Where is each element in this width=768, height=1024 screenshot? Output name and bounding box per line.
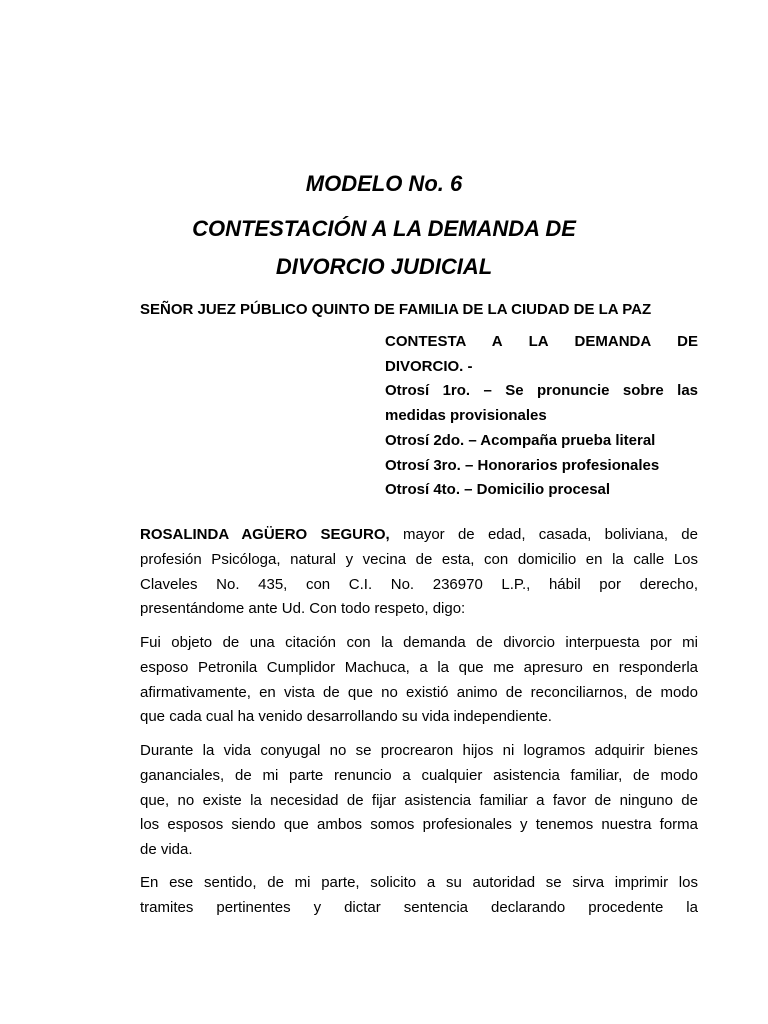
paragraph-line: profesión Psicóloga, natural y vecina de esta, con domicilio en la calle Los <box>140 550 698 568</box>
document-title-line-2: DIVORCIO JUDICIAL <box>275 254 493 279</box>
sumilla-line: Otrosí 1ro. – Se pronuncie sobre las <box>385 382 698 400</box>
paragraph-line: de vida. <box>140 841 193 859</box>
paragraph-line: Fui objeto de una citación con la demanda de divorcio interpuesta por mi <box>140 634 698 651</box>
addressee-line: SEÑOR JUEZ PÚBLICO QUINTO DE FAMILIA DE LA CIUDAD DE LA PAZ <box>140 301 652 318</box>
paragraph-text: mayor de edad, casada, boliviana, de <box>402 526 698 543</box>
sumilla-line: Otrosí 4to. – Domicilio procesal <box>385 481 611 499</box>
sumilla-line: Otrosí 3ro. – Honorarios profesionales <box>385 456 660 474</box>
paragraph-line <box>140 523 698 548</box>
paragraph-request <box>140 871 698 921</box>
paragraph-line: que, no existe la necesidad de fijar asistencia familiar a favor de ninguno de <box>140 791 698 809</box>
sumilla-line: CONTESTA A LA DEMANDA DE <box>385 333 698 350</box>
model-number-heading: MODELO No. 6 <box>305 171 463 196</box>
paragraph-citation <box>140 631 698 730</box>
paragraph-line: los esposos siendo que ambos somos profesionales y tenemos nuestra forma <box>140 816 698 834</box>
sumilla-block <box>385 330 698 503</box>
paragraph-line: Durante la vida conyugal no se procrearon hijos ni logramos adquirir bienes <box>140 742 698 759</box>
paragraph-conjugal-life <box>140 739 698 863</box>
paragraph-line: gananciales, de mi parte renuncio a cualquier asistencia familiar, de modo <box>140 766 698 784</box>
paragraph-line: afirmativamente, en vista de que no existió animo de reconciliarnos, de modo <box>140 683 698 701</box>
sumilla-line: Otrosí 2do. – Acompaña prueba literal <box>385 431 656 449</box>
sumilla-line: DIVORCIO. - <box>385 357 473 375</box>
document-title-line-1: CONTESTACIÓN A LA DEMANDA DE <box>192 216 576 241</box>
paragraph-line: que cada cual ha venido desarrollando su vida independiente. <box>140 708 552 726</box>
paragraph-line: tramites pertinentes y dictar sentencia declarando procedente la <box>140 898 698 916</box>
paragraph-introduction <box>140 523 698 622</box>
paragraph-line: presentándome ante Ud. Con todo respeto, digo: <box>140 600 466 618</box>
paragraph-line: esposo Petronila Cumplidor Machuca, a la que me apresuro en responderla <box>140 658 698 676</box>
sumilla-line: medidas provisionales <box>385 407 547 425</box>
paragraph-line: En ese sentido, de mi parte, solicito a su autoridad se sirva imprimir los <box>140 874 698 891</box>
paragraph-line: Claveles No. 435, con C.I. No. 236970 L.P., hábil por derecho, <box>140 575 698 593</box>
party-name: ROSALINDA AGÜERO SEGURO, <box>140 526 390 543</box>
